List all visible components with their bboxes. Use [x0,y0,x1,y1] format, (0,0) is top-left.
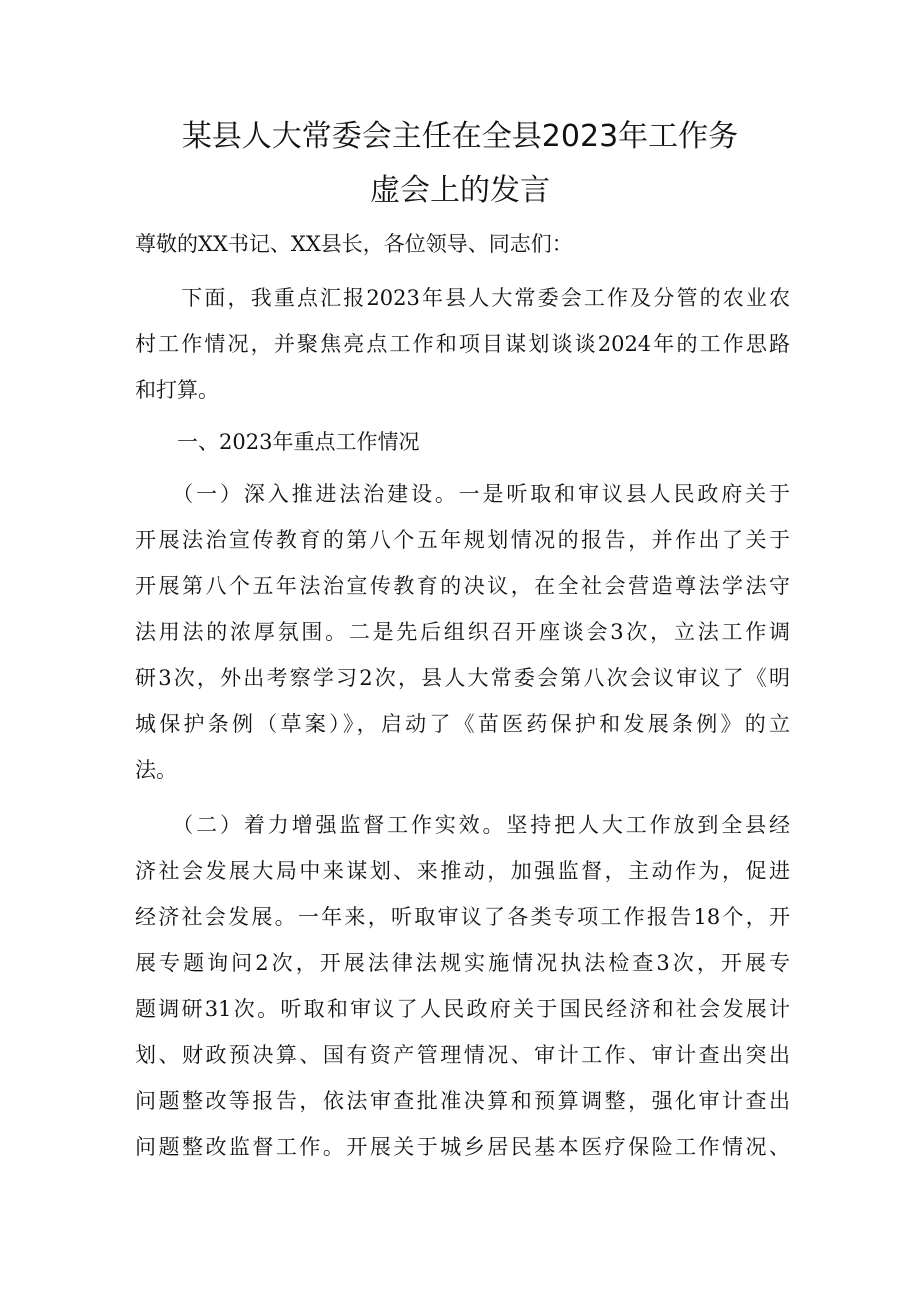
subsection-2-line-5: 题调研31次。听取和审议了人民政府关于国民经济和社会发展计 [135,997,790,1021]
subsection-2-line-4: 展专题询问2次，开展法律法规实施情况执法检查3次，开展专 [135,951,790,975]
subsection-1-line-4: 法用法的浓厚氛围。二是先后组织召开座谈会3次，立法工作调 [135,620,790,644]
document-title-line-1: 某县人大常委会主任在全县2023年工作务 [181,119,739,154]
salutation: 尊敬的XX书记、XX县长，各位领导、同志们： [135,232,573,256]
subsection-1-line-5: 研3次，外出考察学习2次，县人大常委会第八次会议审议了《明 [135,666,790,690]
subsection-2-line-3: 经济社会发展。一年来，听取审议了各类专项工作报告18个，开 [135,905,790,929]
subsection-1-line-3: 开展第八个五年法治宣传教育的决议，在全社会营造尊法学法守 [135,574,790,598]
subsection-1-line-1: （一）深入推进法治建设。一是听取和审议县人民政府关于 [135,482,790,506]
section-1-heading: 一、2023年重点工作情况 [135,430,420,454]
subsection-2-line-6: 划、财政预决算、国有资产管理情况、审计工作、审计查出突出 [135,1043,790,1067]
subsection-1-line-7: 法。 [135,758,177,782]
document-title-line-2: 虚会上的发言 [370,173,550,208]
subsection-1-line-2: 开展法治宣传教育的第八个五年规划情况的报告，并作出了关于 [135,528,790,552]
subsection-2-line-2: 济社会发展大局中来谋划、来推动，加强监督，主动作为，促进 [135,859,790,883]
subsection-1-line-6: 城保护条例（草案）》，启动了《苗医药保护和发展条例》的立 [135,712,790,736]
subsection-2-line-7: 问题整改等报告，依法审查批准决算和预算调整，强化审计查出 [135,1089,790,1113]
paragraph-1-line-2: 村工作情况，并聚焦亮点工作和项目谋划谈谈2024年的工作思路 [135,332,790,356]
paragraph-1-line-1: 下面，我重点汇报2023年县人大常委会工作及分管的农业农 [135,286,790,310]
subsection-2-line-8: 问题整改监督工作。开展关于城乡居民基本医疗保险工作情况、 [135,1135,790,1159]
subsection-2-line-1: （二）着力增强监督工作实效。坚持把人大工作放到全县经 [135,813,790,837]
paragraph-1-line-3: 和打算。 [135,378,219,402]
